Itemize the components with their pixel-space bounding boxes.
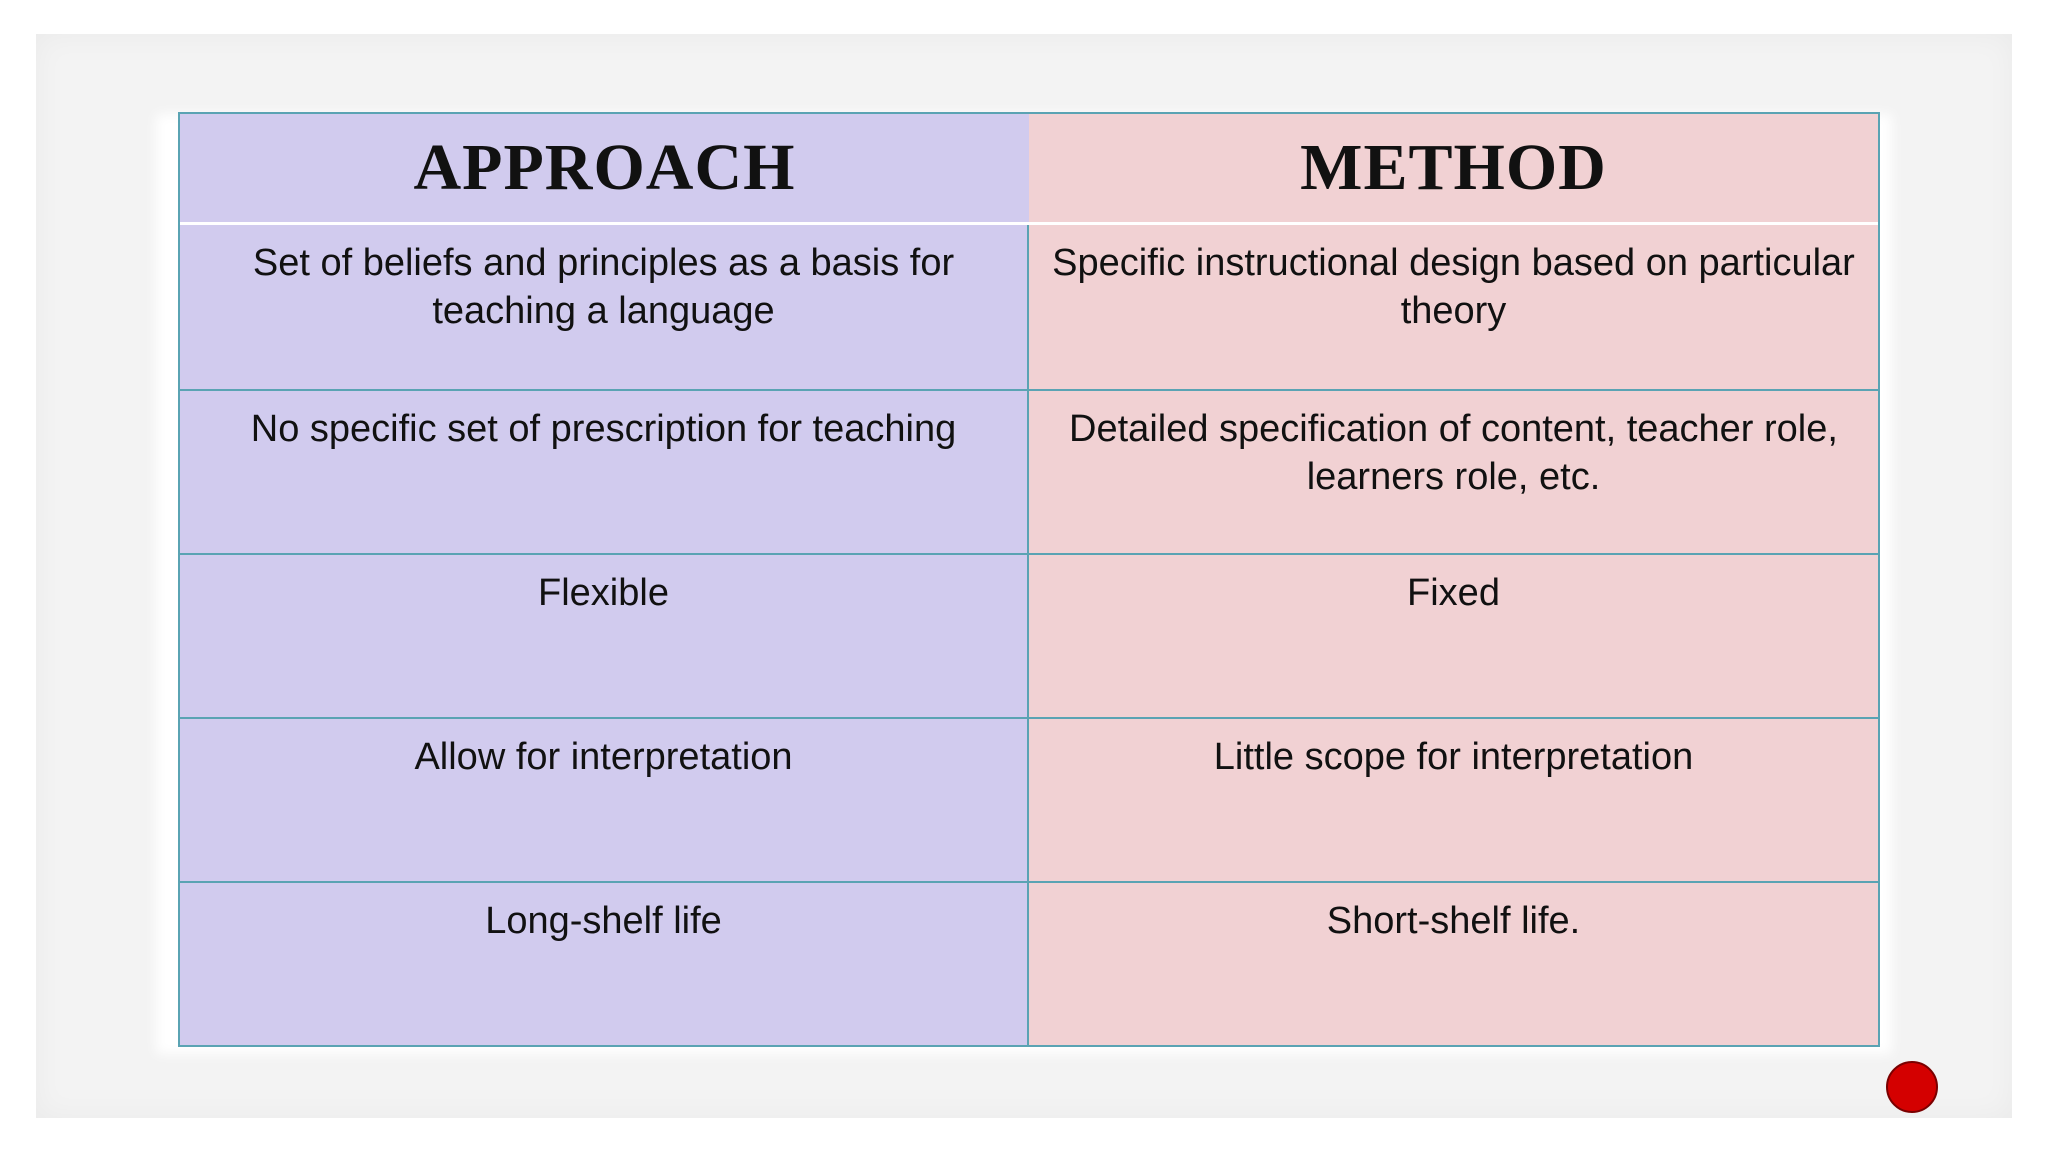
red-circle-icon[interactable] <box>1886 1061 1938 1113</box>
header-method: METHOD <box>1029 114 1878 225</box>
method-cell: Fixed <box>1029 553 1878 717</box>
method-cell: Detailed specification of content, teacher role, learners role, etc. <box>1029 389 1878 553</box>
approach-cell: Long-shelf life <box>180 881 1029 1045</box>
comparison-table <box>178 112 1880 1047</box>
method-cell: Specific instructional design based on particular theory <box>1029 225 1878 389</box>
approach-cell: Flexible <box>180 553 1029 717</box>
header-approach: APPROACH <box>180 114 1029 225</box>
method-cell: Little scope for interpretation <box>1029 717 1878 881</box>
approach-cell: Allow for interpretation <box>180 717 1029 881</box>
method-cell: Short-shelf life. <box>1029 881 1878 1045</box>
approach-cell: Set of beliefs and principles as a basis for teaching a language <box>180 225 1029 389</box>
approach-cell: No specific set of prescription for teaching <box>180 389 1029 553</box>
